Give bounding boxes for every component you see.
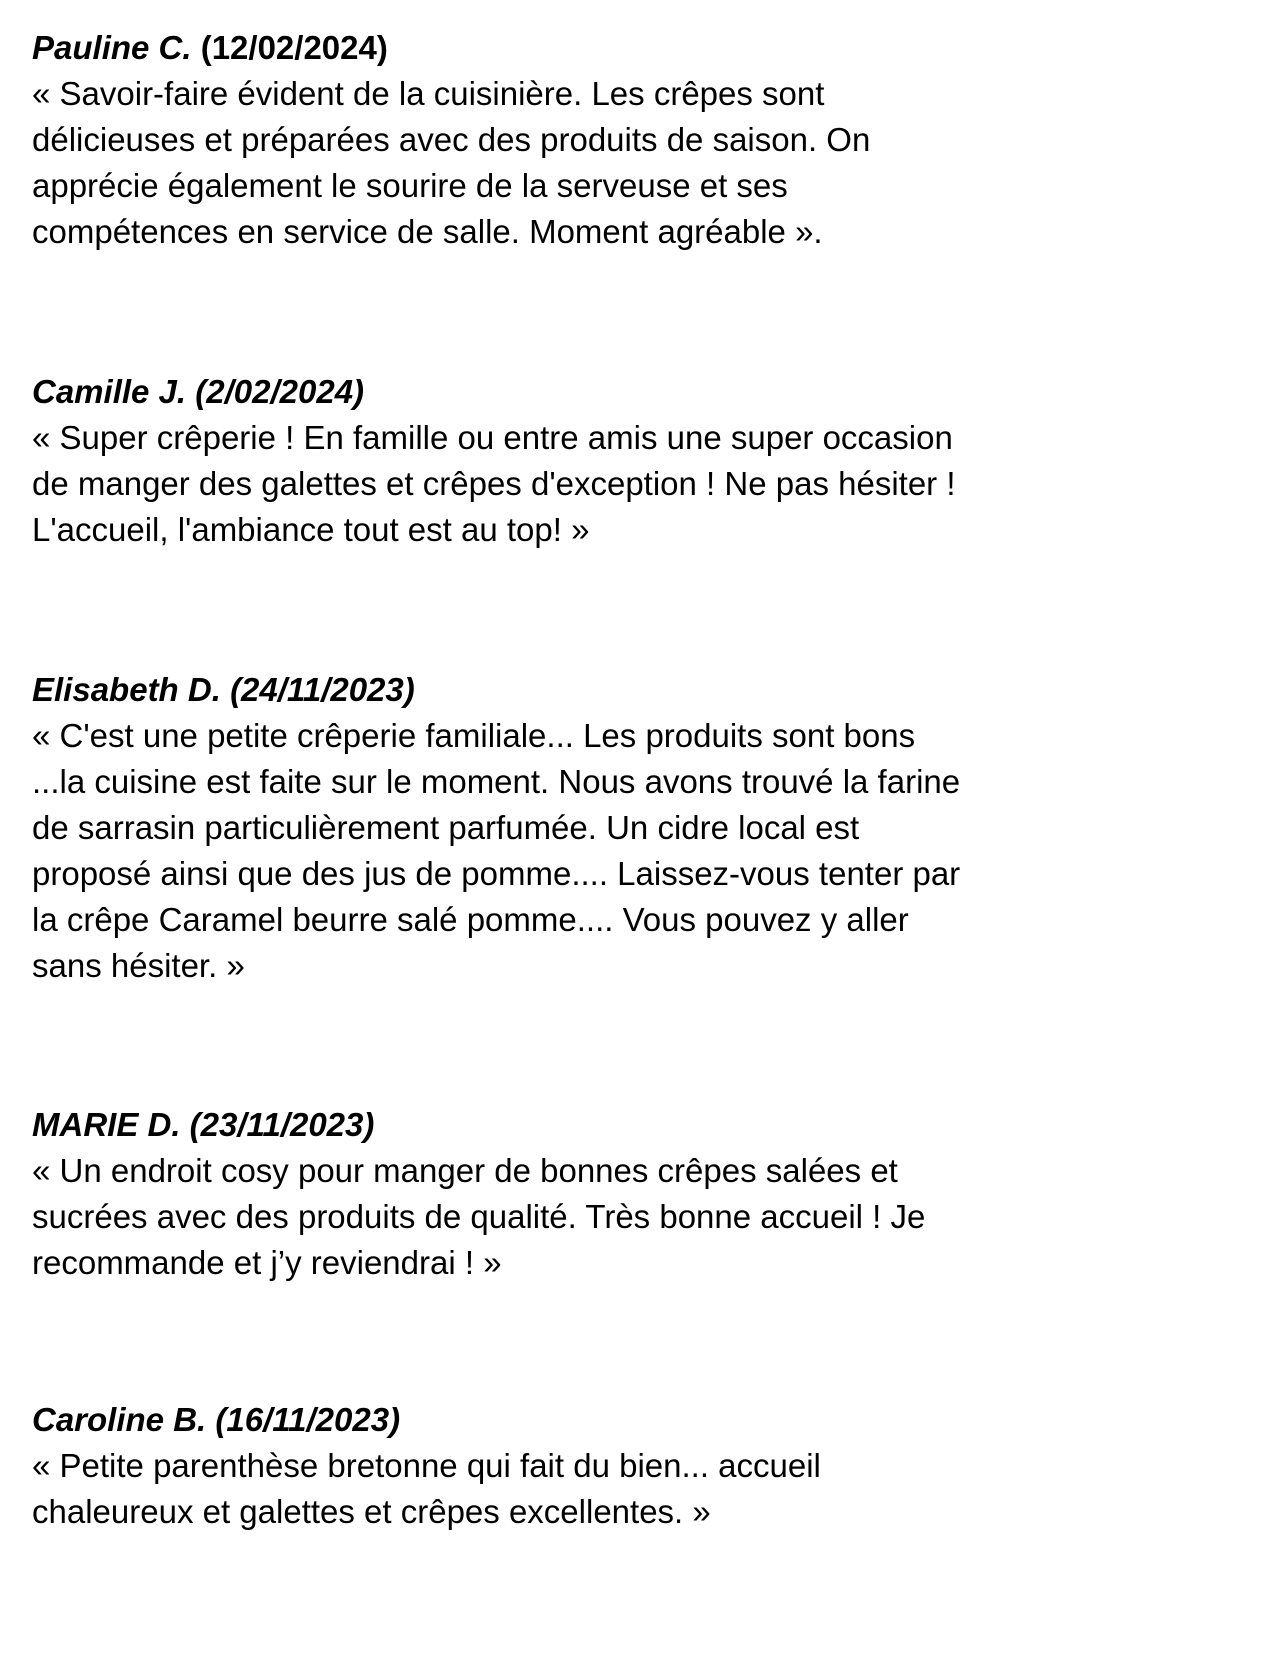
review-header bbox=[32, 25, 1252, 71]
review-header bbox=[32, 1397, 1252, 1443]
review-header bbox=[32, 369, 1252, 415]
review-text bbox=[32, 713, 1252, 989]
review-line: « Un endroit cosy pour manger de bonnes crêpes salées et bbox=[32, 1152, 898, 1189]
reviewer-name: Pauline C. bbox=[32, 29, 192, 66]
review-date: (23/11/2023) bbox=[189, 1106, 375, 1143]
review-date: (24/11/2023) bbox=[230, 671, 415, 708]
review-text bbox=[32, 71, 1252, 255]
review-line: L'accueil, l'ambiance tout est au top! » bbox=[32, 511, 590, 548]
review-date: (16/11/2023) bbox=[215, 1401, 401, 1438]
review-marie bbox=[32, 1102, 1252, 1286]
review-line: « C'est une petite crêperie familiale... Les produits sont bons bbox=[32, 717, 916, 754]
review-line: « Savoir-faire évident de la cuisinière. Les crêpes sont bbox=[32, 75, 825, 112]
review-elisabeth bbox=[32, 667, 1252, 989]
review-line: apprécie également le sourire de la serveuse et ses bbox=[32, 167, 788, 204]
review-text bbox=[32, 1443, 1252, 1535]
review-line: compétences en service de salle. Moment agréable ». bbox=[32, 213, 823, 250]
review-line: la crêpe Caramel beurre salé pomme.... Vous pouvez y aller bbox=[32, 901, 909, 938]
review-line: ...la cuisine est faite sur le moment. Nous avons trouvé la farine bbox=[32, 763, 961, 800]
review-line: de manger des galettes et crêpes d'exception ! Ne pas hésiter ! bbox=[32, 465, 956, 502]
review-line: délicieuses et préparées avec des produits de saison. On bbox=[32, 121, 871, 158]
review-line: de sarrasin particulièrement parfumée. Un cidre local est bbox=[32, 809, 860, 846]
reviewer-name: MARIE D. bbox=[32, 1106, 181, 1143]
review-header bbox=[32, 1102, 1252, 1148]
review-caroline bbox=[32, 1397, 1252, 1535]
review-pauline bbox=[32, 25, 1252, 255]
review-line: « Petite parenthèse bretonne qui fait du bien... accueil bbox=[32, 1447, 821, 1484]
reviewer-name: Elisabeth D. bbox=[32, 671, 221, 708]
review-header bbox=[32, 667, 1252, 713]
reviewer-name: Caroline B. bbox=[32, 1401, 207, 1438]
review-date: (2/02/2024) bbox=[195, 373, 365, 410]
review-text bbox=[32, 415, 1252, 553]
review-line: sucrées avec des produits de qualité. Très bonne accueil ! Je bbox=[32, 1198, 926, 1235]
review-line: proposé ainsi que des jus de pomme.... Laissez-vous tenter par bbox=[32, 855, 961, 892]
review-date: (12/02/2024) bbox=[200, 29, 388, 66]
review-line: recommande et j’y reviendrai ! » bbox=[32, 1244, 502, 1281]
review-line: sans hésiter. » bbox=[32, 947, 245, 984]
review-camille bbox=[32, 369, 1252, 553]
review-line: chaleureux et galettes et crêpes excellentes. » bbox=[32, 1493, 711, 1530]
review-line: « Super crêperie ! En famille ou entre amis une super occasion bbox=[32, 419, 953, 456]
review-text bbox=[32, 1148, 1252, 1286]
reviewer-name: Camille J. bbox=[32, 373, 187, 410]
